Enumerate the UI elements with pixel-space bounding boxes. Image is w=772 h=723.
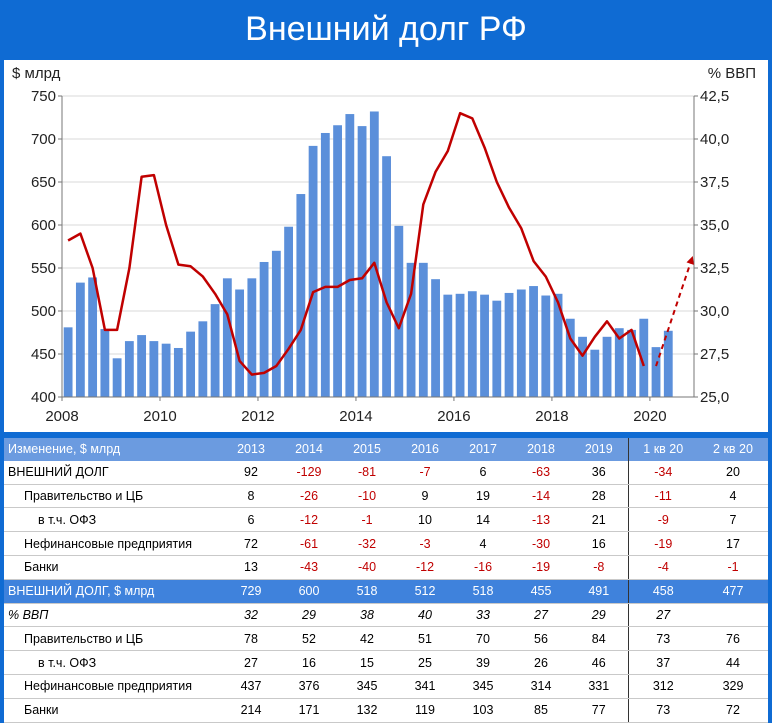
- table-cell: 132: [338, 698, 396, 722]
- table-cell: -30: [512, 532, 570, 556]
- debt-table-panel: [4, 438, 768, 722]
- table-row: [4, 508, 768, 532]
- table-cell: 77: [570, 698, 628, 722]
- left-tick-label: 550: [30, 260, 56, 277]
- table-row: [4, 627, 768, 651]
- row-label: Нефинансовые предприятия: [4, 674, 222, 698]
- table-cell: 518: [454, 579, 512, 603]
- table-cell: 171: [280, 698, 338, 722]
- table-cell: 70: [454, 627, 512, 651]
- table-header-year: 2013: [237, 442, 265, 457]
- table-row: [4, 484, 768, 508]
- bar: [456, 294, 465, 397]
- table-cell: 26: [512, 651, 570, 675]
- table-cell: -19: [512, 555, 570, 579]
- table-cell: 40: [396, 603, 454, 627]
- chart-line: [68, 60, 694, 375]
- bar: [529, 286, 538, 397]
- table-cell: 78: [222, 627, 280, 651]
- table-cell: 20: [698, 461, 768, 484]
- table-cell: 39: [454, 651, 512, 675]
- table-header-year: 2015: [353, 442, 381, 457]
- table-header-year: 2019: [584, 442, 613, 457]
- x-tick-label: 2018: [535, 408, 569, 425]
- row-label: Правительство и ЦБ: [4, 484, 222, 508]
- bar: [590, 350, 599, 397]
- external-debt-chart: [4, 60, 768, 432]
- table-cell: 27: [222, 651, 280, 675]
- table-cell: 103: [454, 698, 512, 722]
- right-tick-label: 37,5: [700, 174, 730, 191]
- table-cell: -129: [280, 461, 338, 484]
- bar: [211, 304, 220, 397]
- table-header-label: Изменение, $ млрд: [8, 442, 121, 457]
- table-cell: 8: [222, 484, 280, 508]
- table-cell: 19: [454, 484, 512, 508]
- table-row: [4, 698, 768, 722]
- right-tick-label: 30,0: [700, 303, 730, 320]
- bar: [113, 358, 122, 397]
- x-tick-label: 2020: [633, 408, 667, 425]
- table-cell: -11: [628, 484, 698, 508]
- bar: [370, 111, 379, 397]
- table-cell: 4: [454, 532, 512, 556]
- table-header-year: 2014: [295, 442, 323, 457]
- bar: [64, 327, 73, 397]
- bar: [578, 337, 587, 397]
- left-tick-label: 400: [30, 389, 56, 406]
- bar: [309, 146, 318, 397]
- table-cell: 491: [570, 579, 628, 603]
- table-cell: -1: [338, 508, 396, 532]
- bar: [186, 332, 195, 397]
- right-tick-label: 35,0: [700, 217, 730, 234]
- table-row: [4, 603, 768, 627]
- right-tick-label: 40,0: [700, 131, 730, 148]
- bar: [603, 337, 612, 397]
- table-cell: 44: [698, 651, 768, 675]
- table-cell: -63: [512, 461, 570, 484]
- bar: [394, 226, 403, 397]
- table-row: [4, 461, 768, 484]
- table-cell: 341: [396, 674, 454, 698]
- table-cell: 92: [222, 461, 280, 484]
- table-cell: 7: [698, 508, 768, 532]
- bar: [468, 291, 477, 397]
- table-cell: 13: [222, 555, 280, 579]
- row-label: в т.ч. ОФЗ: [4, 651, 222, 675]
- x-tick-label: 2010: [143, 408, 177, 425]
- table-cell: -13: [512, 508, 570, 532]
- table-cell: 84: [570, 627, 628, 651]
- table-cell: 16: [570, 532, 628, 556]
- table-header-year: 2 кв 20: [713, 442, 753, 457]
- bar: [137, 335, 146, 397]
- table-header-row: [4, 438, 768, 461]
- row-label: ВНЕШНИЙ ДОЛГ: [4, 461, 222, 484]
- bar: [76, 283, 85, 397]
- table-header-year: 2016: [411, 442, 439, 457]
- bar: [162, 344, 171, 397]
- row-label: Банки: [4, 698, 222, 722]
- bar: [223, 278, 232, 397]
- table-cell: -16: [454, 555, 512, 579]
- table-cell: 38: [338, 603, 396, 627]
- table-cell: -43: [280, 555, 338, 579]
- bar: [100, 329, 109, 397]
- table-cell: -4: [628, 555, 698, 579]
- bar: [541, 296, 550, 397]
- bar: [443, 295, 452, 397]
- table-cell: 56: [512, 627, 570, 651]
- table-cell: 312: [628, 674, 698, 698]
- table-cell: 85: [512, 698, 570, 722]
- table-cell: 29: [280, 603, 338, 627]
- table-cell: 4: [698, 484, 768, 508]
- table-cell: 27: [512, 603, 570, 627]
- bar: [174, 348, 183, 397]
- table-cell: 33: [454, 603, 512, 627]
- right-tick-label: 32,5: [700, 260, 730, 277]
- table-row: [4, 579, 768, 603]
- bar: [505, 293, 514, 397]
- left-tick-label: 750: [30, 88, 56, 105]
- table-cell: -1: [698, 555, 768, 579]
- right-tick-label: 27,5: [700, 346, 730, 363]
- table-cell: 28: [570, 484, 628, 508]
- table-cell: 51: [396, 627, 454, 651]
- table-cell: -34: [628, 461, 698, 484]
- bar: [125, 341, 134, 397]
- table-cell: 46: [570, 651, 628, 675]
- table-cell: -61: [280, 532, 338, 556]
- table-cell: 73: [628, 627, 698, 651]
- table-cell: -9: [628, 508, 698, 532]
- table-cell: 15: [338, 651, 396, 675]
- left-tick-label: 700: [30, 131, 56, 148]
- table-cell: 345: [338, 674, 396, 698]
- table-cell: 36: [570, 461, 628, 484]
- table-header-year: 2017: [469, 442, 497, 457]
- table-row: [4, 674, 768, 698]
- table-cell: 10: [396, 508, 454, 532]
- table-cell: 458: [628, 579, 698, 603]
- table-cell: 214: [222, 698, 280, 722]
- row-label: Нефинансовые предприятия: [4, 532, 222, 556]
- bar: [480, 295, 489, 397]
- table-cell: 729: [222, 579, 280, 603]
- table-cell: [698, 603, 768, 627]
- table-cell: -8: [570, 555, 628, 579]
- chart-panel: [4, 60, 768, 432]
- left-tick-label: 650: [30, 174, 56, 191]
- table-cell: 29: [570, 603, 628, 627]
- x-tick-label: 2016: [437, 408, 471, 425]
- table-header-year: 2018: [527, 442, 555, 457]
- bar: [198, 321, 207, 397]
- table-cell: 455: [512, 579, 570, 603]
- right-axis-title: % ВВП: [707, 65, 756, 82]
- bar: [419, 263, 428, 397]
- row-label: в т.ч. ОФЗ: [4, 508, 222, 532]
- table-cell: -81: [338, 461, 396, 484]
- table-cell: 25: [396, 651, 454, 675]
- bar: [492, 301, 501, 397]
- bar: [272, 251, 281, 397]
- table-cell: 21: [570, 508, 628, 532]
- x-tick-label: 2014: [339, 408, 373, 425]
- bar: [321, 133, 330, 397]
- table-cell: 512: [396, 579, 454, 603]
- bar: [88, 277, 97, 397]
- right-tick-label: 42,5: [700, 88, 730, 105]
- bar: [431, 279, 440, 397]
- table-cell: 42: [338, 627, 396, 651]
- x-tick-label: 2008: [45, 408, 79, 425]
- table-cell: -12: [396, 555, 454, 579]
- table-cell: 345: [454, 674, 512, 698]
- table-cell: 477: [698, 579, 768, 603]
- page-title: Внешний долг РФ: [245, 10, 527, 48]
- row-label: ВНЕШНИЙ ДОЛГ, $ млрд: [4, 579, 222, 603]
- table-cell: 119: [396, 698, 454, 722]
- table-cell: -10: [338, 484, 396, 508]
- table-cell: 329: [698, 674, 768, 698]
- bar: [664, 331, 673, 397]
- left-axis-title: $ млрд: [12, 65, 61, 82]
- table-cell: 72: [222, 532, 280, 556]
- table-cell: 73: [628, 698, 698, 722]
- bar: [149, 341, 158, 397]
- bar: [296, 194, 305, 397]
- table-cell: 72: [698, 698, 768, 722]
- table-cell: -19: [628, 532, 698, 556]
- table-cell: 376: [280, 674, 338, 698]
- table-cell: -12: [280, 508, 338, 532]
- table-cell: 14: [454, 508, 512, 532]
- left-tick-label: 450: [30, 346, 56, 363]
- bar: [517, 290, 526, 398]
- table-cell: 52: [280, 627, 338, 651]
- table-cell: 6: [222, 508, 280, 532]
- left-tick-label: 600: [30, 217, 56, 234]
- table-cell: 32: [222, 603, 280, 627]
- table-cell: 518: [338, 579, 396, 603]
- row-label: Правительство и ЦБ: [4, 627, 222, 651]
- table-cell: 9: [396, 484, 454, 508]
- projection-arrow-head: [686, 256, 693, 265]
- row-label: % ВВП: [4, 603, 222, 627]
- left-tick-label: 500: [30, 303, 56, 320]
- table-cell: -40: [338, 555, 396, 579]
- table-cell: 437: [222, 674, 280, 698]
- bar: [382, 156, 391, 397]
- table-cell: 27: [628, 603, 698, 627]
- bar: [260, 262, 269, 397]
- bar: [358, 126, 367, 397]
- table-cell: -32: [338, 532, 396, 556]
- right-tick-label: 25,0: [700, 389, 730, 406]
- bar: [247, 278, 256, 397]
- table-cell: 37: [628, 651, 698, 675]
- bar: [235, 290, 244, 398]
- table-cell: -26: [280, 484, 338, 508]
- row-label: Банки: [4, 555, 222, 579]
- table-cell: 16: [280, 651, 338, 675]
- bar: [284, 227, 293, 397]
- table-row: [4, 532, 768, 556]
- debt-table: [4, 438, 768, 723]
- x-tick-label: 2012: [241, 408, 275, 425]
- table-cell: 6: [454, 461, 512, 484]
- table-row: [4, 555, 768, 579]
- table-cell: 314: [512, 674, 570, 698]
- table-cell: -7: [396, 461, 454, 484]
- bar: [333, 125, 342, 397]
- table-cell: 331: [570, 674, 628, 698]
- bar: [407, 263, 416, 397]
- bar: [345, 114, 354, 397]
- table-cell: 600: [280, 579, 338, 603]
- table-header-year: 1 кв 20: [628, 438, 698, 461]
- table-cell: 17: [698, 532, 768, 556]
- table-cell: 76: [698, 627, 768, 651]
- table-cell: -14: [512, 484, 570, 508]
- table-cell: -3: [396, 532, 454, 556]
- table-row: [4, 651, 768, 675]
